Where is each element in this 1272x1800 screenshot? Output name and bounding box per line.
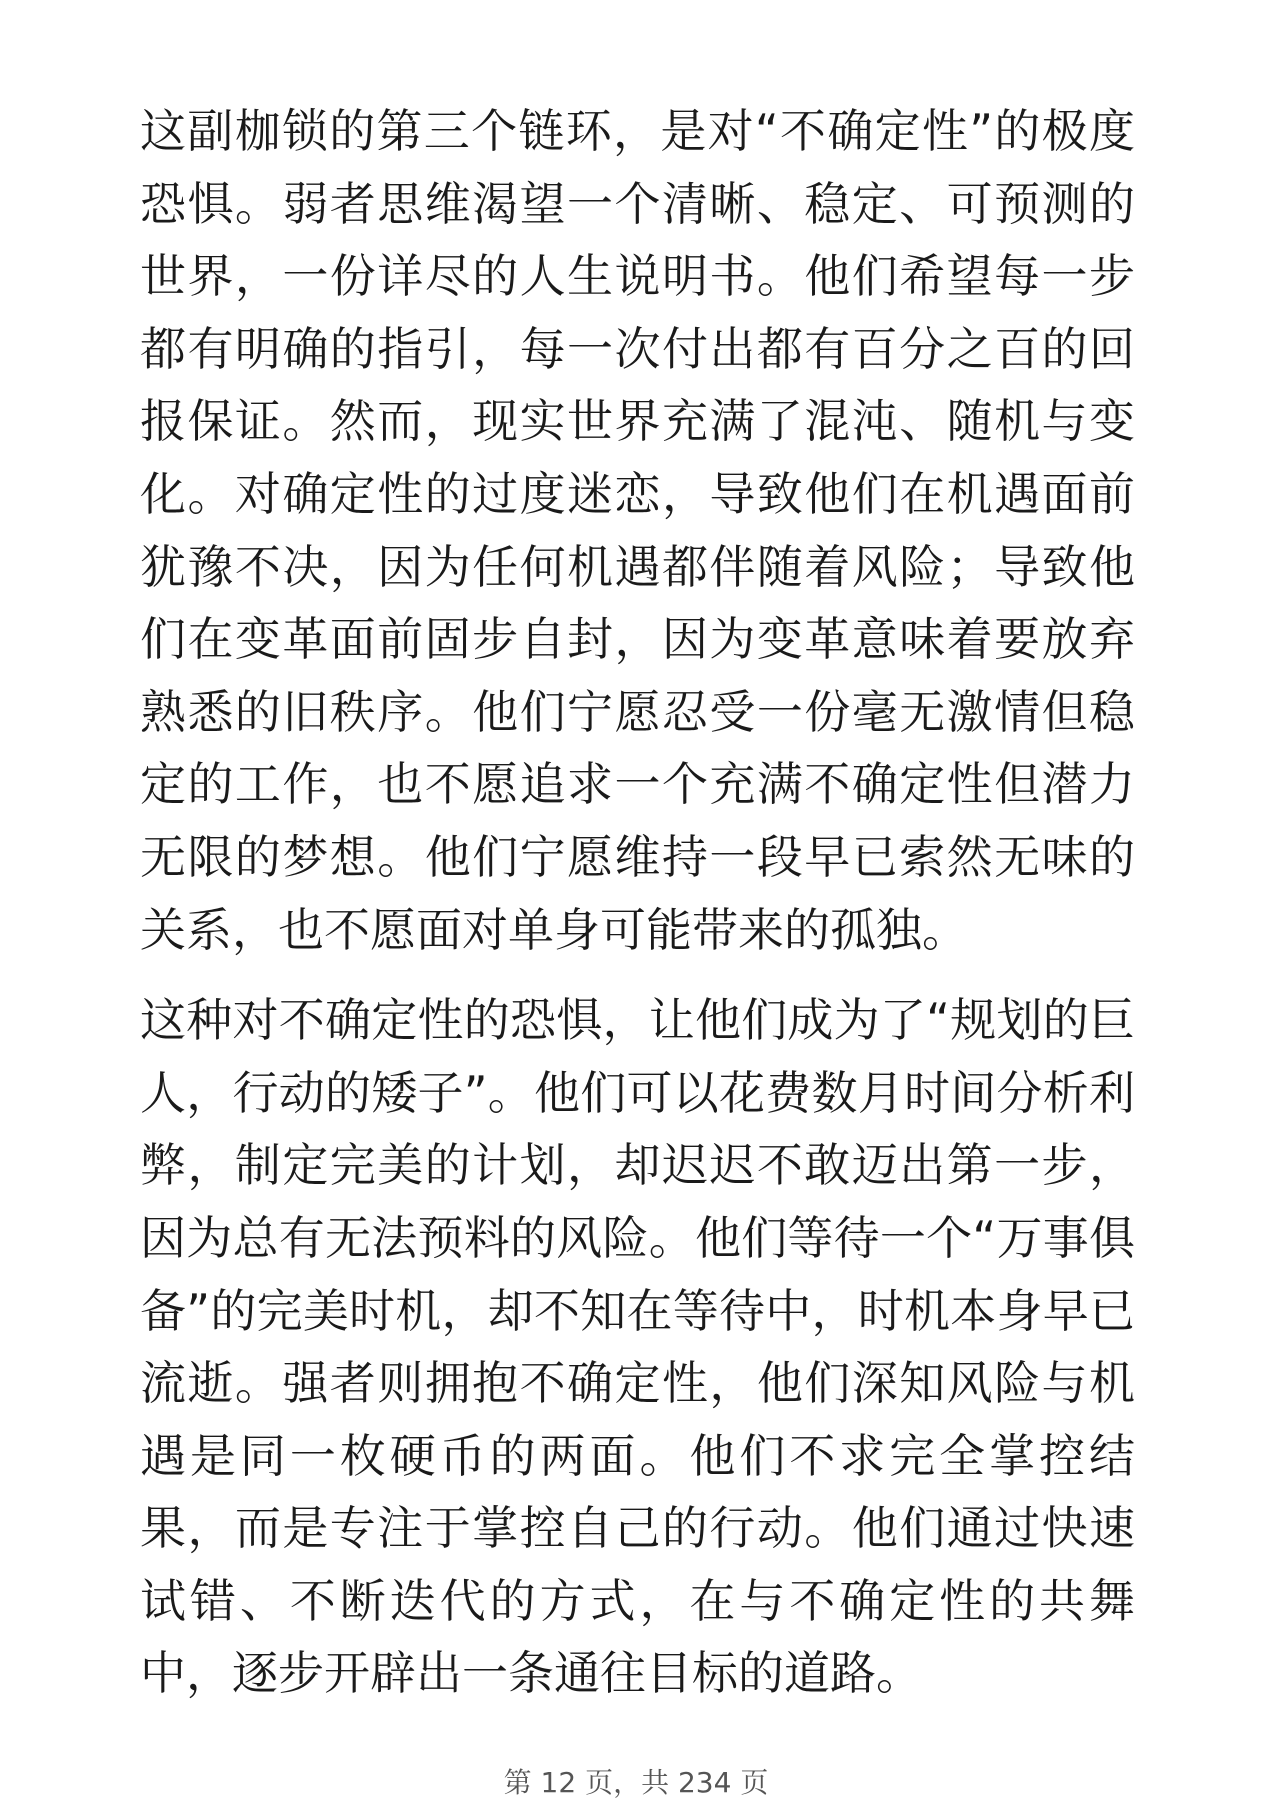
paragraph-uncertainty-fear: 这副枷锁的第三个链环，是对“不确定性”的极度恐惧。弱者思维渴望一个清晰、稳定、可预测的世界，一份详尽的人生说明书。他们希望每一步都有明确的指引，每一次付出都有百分之百的回报保证。然而，现实世界充满了混沌、随机与变化。对确定性的过度迷恋，导致他们在机遇面前犹豫不决，因为任何机遇都伴随着风险；导致他们在变革面前固步自封，因为变革意味着要放弃熟悉的旧秩序。他们宁愿忍受一份毫无激情但稳定的工作，也不愿追求一个充满不确定性但潜力无限的梦想。他们宁愿维持一段早已索然无味的关系，也不愿面对单身可能带来的孤独。 <box>140 104 1135 957</box>
page-number-footer: 第 12 页，共 234 页 <box>503 1766 769 1799</box>
document-body <box>140 95 1135 1710</box>
paragraph-embrace-uncertainty: 这种对不确定性的恐惧，让他们成为了“规划的巨人，行动的矮子”。他们可以花费数月时间分析利弊，制定完美的计划，却迟迟不敢迈出第一步，因为总有无法预料的风险。他们等待一个“万事俱备”的完美时机，却不知在等待中，时机本身早已流逝。强者则拥抱不确定性，他们深知风险与机遇是同一枚硬币的两面。他们不求完全掌控结果，而是专注于掌控自己的行动。他们通过快速试错、不断迭代的方式，在与不确定性的共舞中，逐步开辟出一条通往目标的道路。 <box>140 993 1135 1701</box>
